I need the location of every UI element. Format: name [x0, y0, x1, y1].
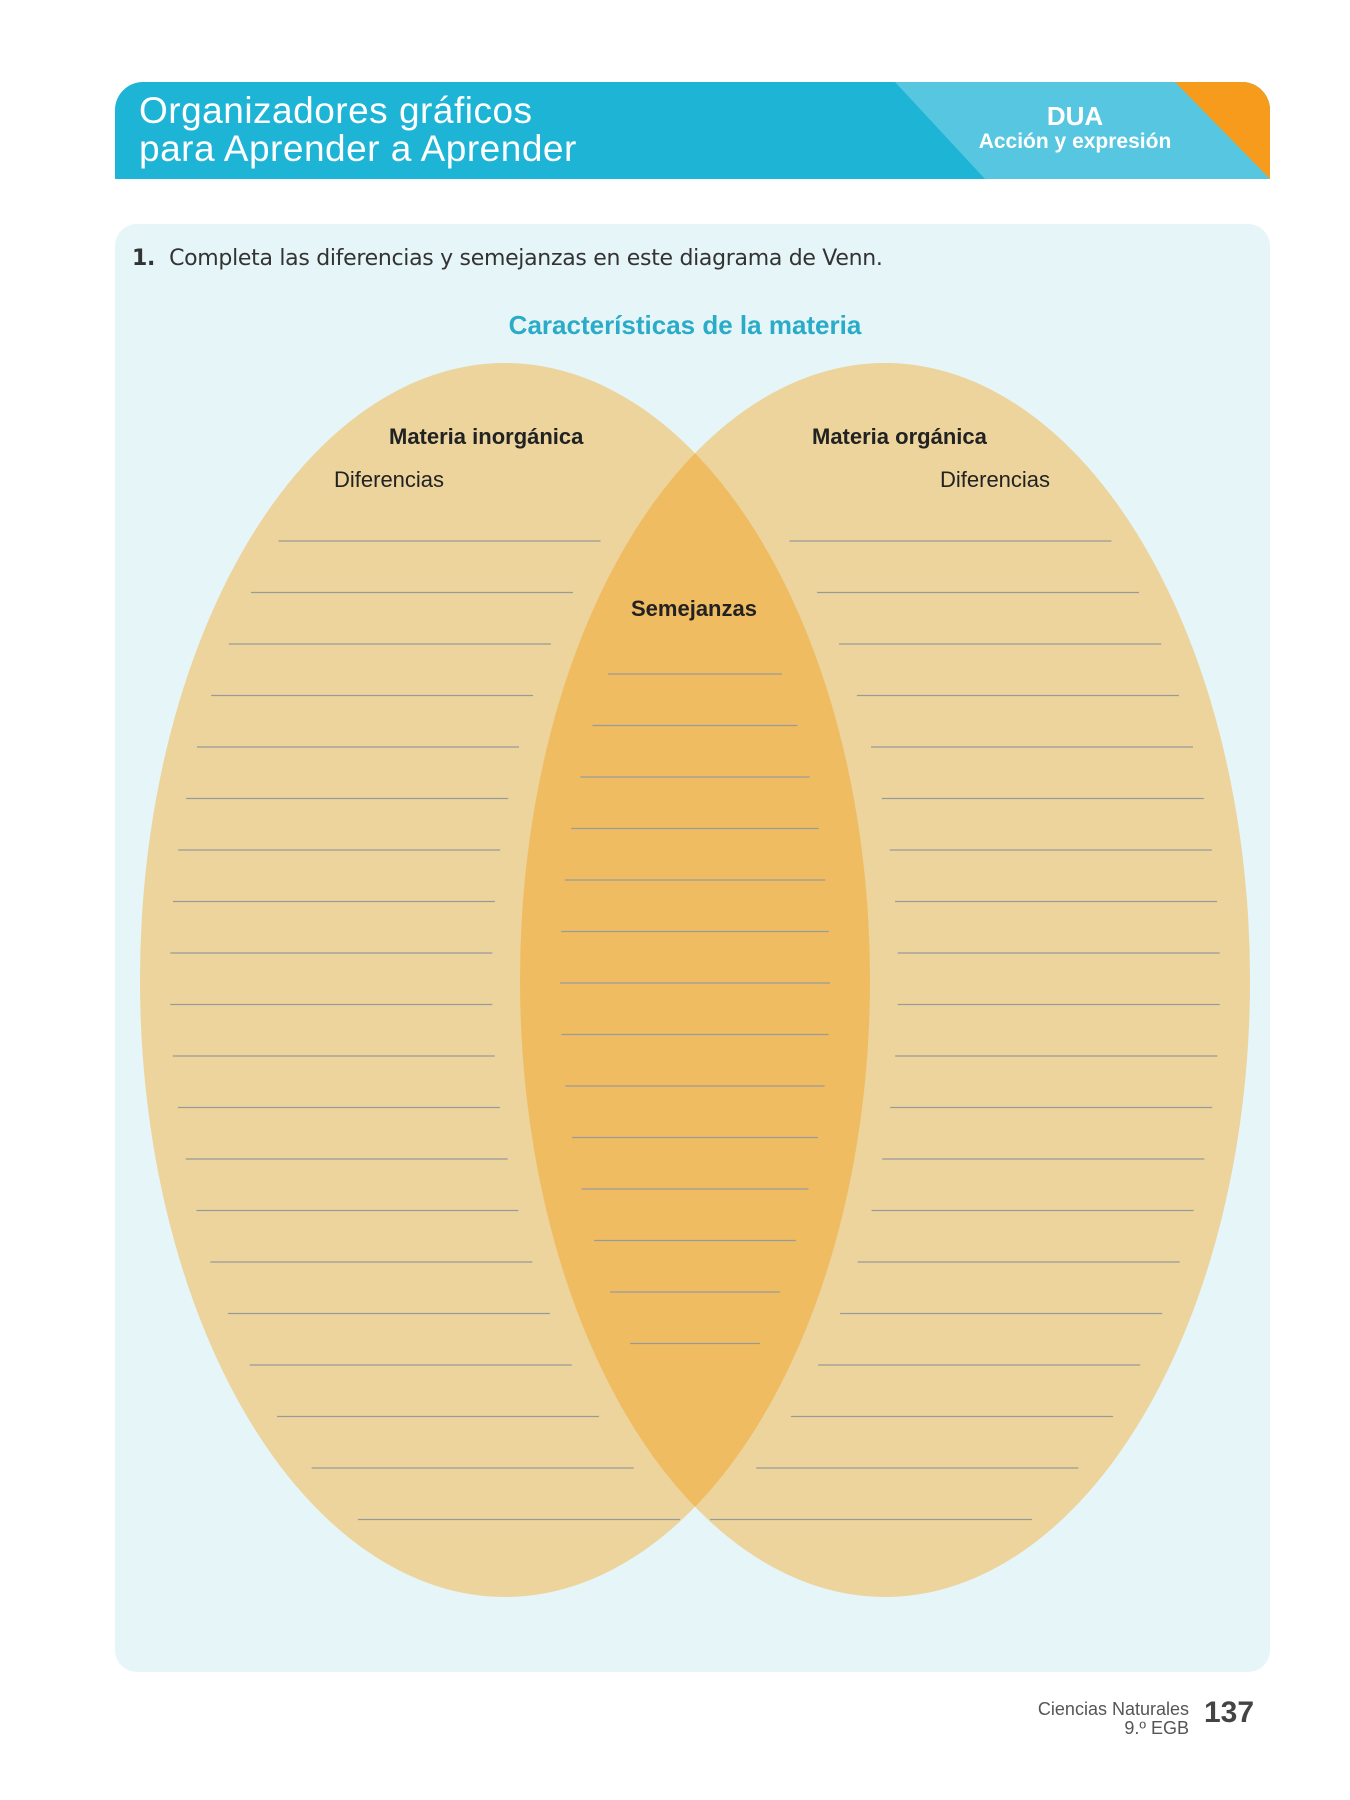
- exercise-number: 1.: [132, 246, 156, 271]
- similarities-label: Semejanzas: [631, 596, 757, 621]
- exercise-instruction-text: Completa las diferencias y semejanzas en este diagrama de Venn.: [169, 246, 883, 271]
- right-differences-label: Diferencias: [940, 467, 1051, 492]
- venn-title: Características de la materia: [508, 310, 862, 340]
- page-title-line1: Organizadores gráficos: [139, 90, 533, 131]
- page-number: 137: [1204, 1696, 1255, 1729]
- dua-badge-title: DUA: [1046, 101, 1104, 131]
- left-set-label: Materia inorgánica: [389, 424, 584, 449]
- right-set-label: Materia orgánica: [812, 424, 987, 449]
- page-title-line2: para Aprender a Aprender: [139, 128, 577, 169]
- left-differences-label: Diferencias: [334, 467, 445, 492]
- footer-subject-name: Ciencias Naturales: [1037, 1699, 1189, 1719]
- footer-subject: [1038, 1700, 1189, 1738]
- dua-badge-subtitle: Acción y expresión: [978, 130, 1172, 153]
- footer-grade: 9.º EGB: [1124, 1718, 1189, 1738]
